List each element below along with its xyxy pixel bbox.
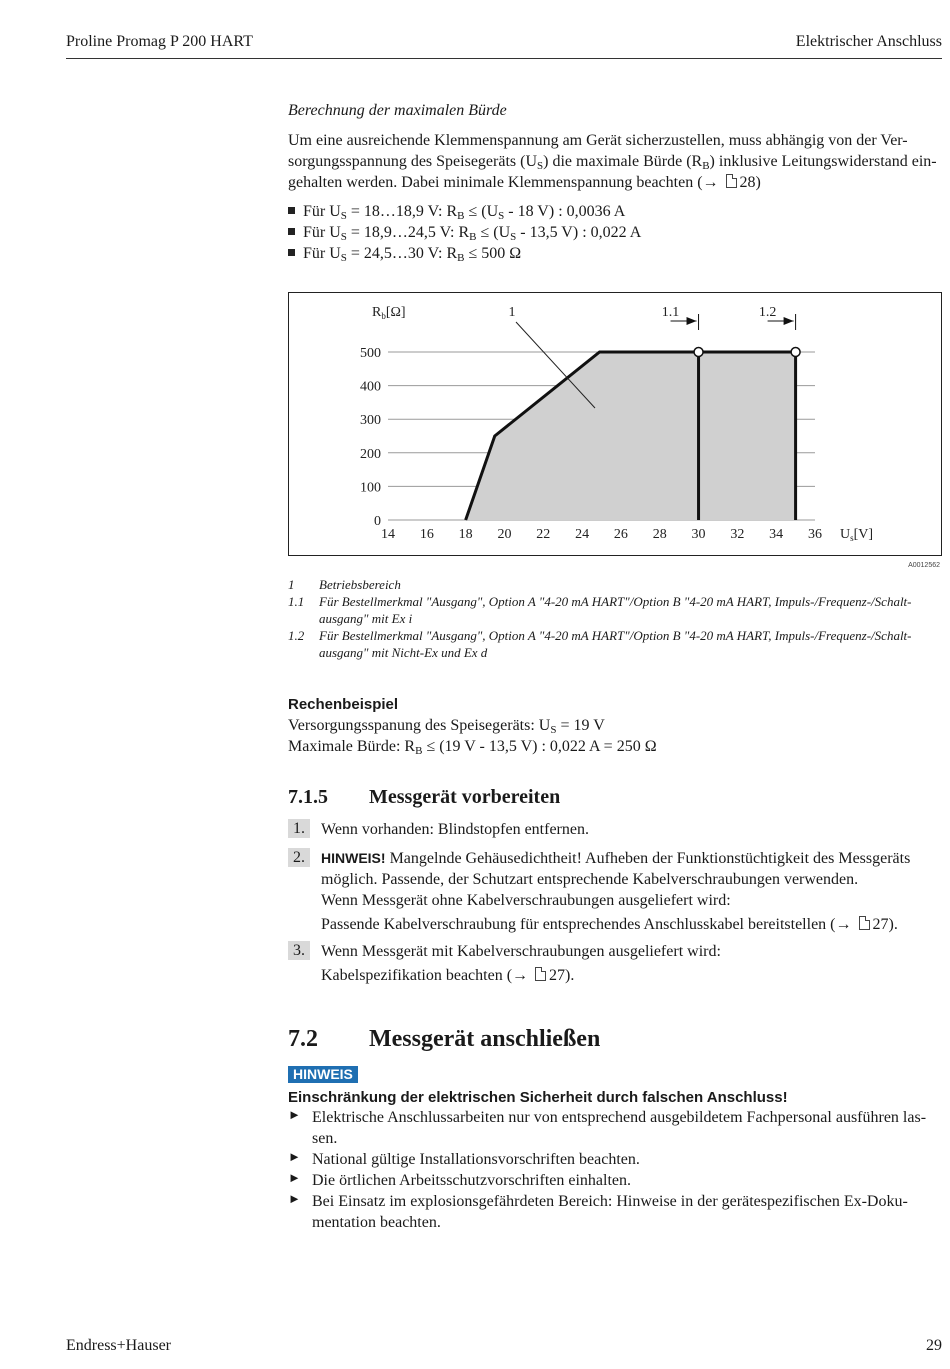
limit-point: [791, 348, 800, 357]
chart-legend: [288, 576, 942, 666]
triangle-bullet-icon: ►: [288, 1191, 301, 1206]
x-tick-label: 20: [497, 527, 512, 542]
x-tick-label: 26: [613, 527, 628, 542]
y-tick-label: 200: [360, 446, 381, 462]
hinweis-label: HINWEIS!: [321, 850, 386, 866]
step-item: 1. Wenn vorhanden: Blindstopfen entfernen.: [288, 819, 942, 840]
calc-example-line: Versorgungsspanung des Speisegeräts: $U_S = 19$ V: [288, 717, 605, 736]
operating-area: [466, 352, 796, 520]
notice-item: ► National gültige Installationsvorschriften beachten.: [288, 1149, 640, 1168]
x-tick-label: 18: [458, 527, 473, 542]
y-axis-label: $R_b[\Omega]$: [372, 305, 406, 321]
header-product: Proline Promag P 200 HART: [66, 33, 253, 50]
section-715-heading: 7.1.5 Messgerät vorbereiten: [288, 786, 561, 808]
section-heading: Berechnung der maximalen Bürde: [288, 102, 507, 119]
intro-line-2: sorgungsspannung des Speisegeräts $(U_S)$ die maximale Bürde $(R_B)$ inklusive Leitungswiderstand ein-: [288, 153, 937, 172]
x-axis-label: $U_s[V]$: [840, 527, 874, 543]
intro-line-3: gehalten werden. Dabei minimale Klemmenspannung beachten (→ 28): [288, 174, 761, 191]
x-tick-label: 24: [575, 527, 590, 542]
callout-arrowhead: [784, 317, 794, 325]
x-tick-label: 22: [536, 527, 551, 542]
callout-label: 1: [508, 305, 516, 320]
y-tick-label: 300: [360, 413, 381, 429]
hinweis-badge: HINWEIS: [288, 1066, 358, 1083]
steps-list: [288, 819, 942, 989]
x-tick-label: 28: [652, 527, 667, 542]
page-ref[interactable]: 28): [739, 174, 761, 191]
page-ref-icon: [535, 967, 546, 981]
callout-arrowhead: [687, 317, 697, 325]
square-bullet-icon: [288, 207, 295, 214]
notice-badge-row: [288, 1066, 942, 1084]
y-tick-label: 400: [360, 379, 381, 395]
square-bullet-icon: [288, 249, 295, 256]
formula-list: [288, 201, 942, 264]
triangle-bullet-icon: ►: [288, 1107, 301, 1122]
square-bullet-icon: [288, 228, 295, 235]
calc-example: [288, 694, 942, 757]
notice-item: ► Bei Einsatz im explosionsgefährdeten Bereich: Hinweise in der gerätespezifischen Ex-Doku- mentation beachten.: [288, 1191, 908, 1231]
header-rule: [66, 58, 942, 59]
notice-item: ► Die örtlichen Arbeitsschutzvorschriften einhalten.: [288, 1170, 632, 1189]
calc-example-line: Maximale Bürde: $R_B \le (19$ V - 13,5 V) : 0,022 A = 250 Ω: [288, 738, 657, 757]
x-tick-label: 36: [808, 527, 822, 542]
legend-item: 1 Betriebsbereich: [288, 577, 401, 592]
triangle-bullet-icon: ►: [288, 1170, 301, 1185]
triangle-bullet-icon: ►: [288, 1149, 301, 1164]
page-ref[interactable]: 27).: [549, 967, 575, 984]
y-tick-label: 0: [374, 514, 381, 529]
image-id: A0012562: [908, 562, 940, 569]
header-chapter: Elektrischer Anschluss: [795, 33, 942, 50]
x-tick-label: 30: [691, 527, 706, 542]
formula-item: Für $U_S$ = 24,5…30 V: $R_B \le 500$ Ω: [288, 243, 942, 264]
formula-item: Für $U_S$ = 18,9…24,5 V: $R_B \le (U_S - 13,5$ V) : 0,022 A: [288, 222, 942, 243]
x-tick-label: 34: [769, 527, 784, 542]
legend-item: 1.2 Für Bestellmerkmal "Ausgang", Option A "4-20 mA HART"/Option B "4-20 mA HART, Impuls-/Frequenz-/Schalt- ausgang" mit Nicht-Ex und Ex d: [288, 628, 912, 660]
step-item: 3. Wenn Messgerät mit Kabelverschraubungen ausgeliefert wird: Kabelspezifikation beachten (→ 27).: [288, 941, 942, 989]
formula-item: Für $U_S$ = 18…18,9 V: $R_B \le (U_S - 18$ V) : 0,0036 A: [288, 201, 942, 222]
x-tick-label: 32: [730, 527, 745, 542]
intro-paragraph: [288, 130, 942, 193]
page-number: 29: [926, 1337, 942, 1354]
page-ref-icon: [726, 174, 737, 188]
burden-chart: [288, 292, 942, 572]
x-tick-label: 14: [381, 527, 395, 542]
notice-item: ► Elektrische Anschlussarbeiten nur von entsprechend ausgebildetem Fachpersonal ausführen las- sen.: [288, 1107, 927, 1147]
legend-item: 1.1 Für Bestellmerkmal "Ausgang", Option A "4-20 mA HART"/Option B "4-20 mA HART, Impuls-/Frequenz-/Schalt- ausgang" mit Ex i: [288, 594, 912, 626]
step-item: 2. HINWEIS! Mangelnde Gehäusedichtheit! Aufheben der Funktionstüchtigkeit des Messgeräts möglich. Passende, der Schutzart entsprechende Kabelverschraubungen verwenden. Wenn Messgerät ohne Kabelverschraubungen ausgeliefert wird: Passende Kabelverschraubung für entsprechendes Anschlusskabel bereitstellen (→ 27).: [288, 848, 942, 934]
y-tick-label: 500: [360, 346, 381, 361]
page-ref-icon: [859, 916, 870, 930]
intro-line-1: Um eine ausreichende Klemmenspannung am Gerät sicherzustellen, muss abhängig von der Ver-: [288, 132, 908, 149]
callout-label: 1.2: [758, 305, 777, 320]
limit-point: [694, 348, 703, 357]
callout-label: 1.1: [661, 305, 680, 320]
footer-brand: Endress+Hauser: [66, 1337, 171, 1354]
y-tick-label: 100: [360, 480, 381, 496]
notice-warning: Einschränkung der elektrischen Sicherheit durch falschen Anschluss!: [288, 1089, 788, 1106]
section-72-heading: 7.2 Messgerät anschließen: [288, 1026, 601, 1052]
notice-list: [288, 1107, 942, 1232]
page-ref[interactable]: 27).: [872, 916, 898, 933]
x-tick-label: 16: [419, 527, 434, 542]
calc-example-title: Rechenbeispiel: [288, 696, 399, 713]
